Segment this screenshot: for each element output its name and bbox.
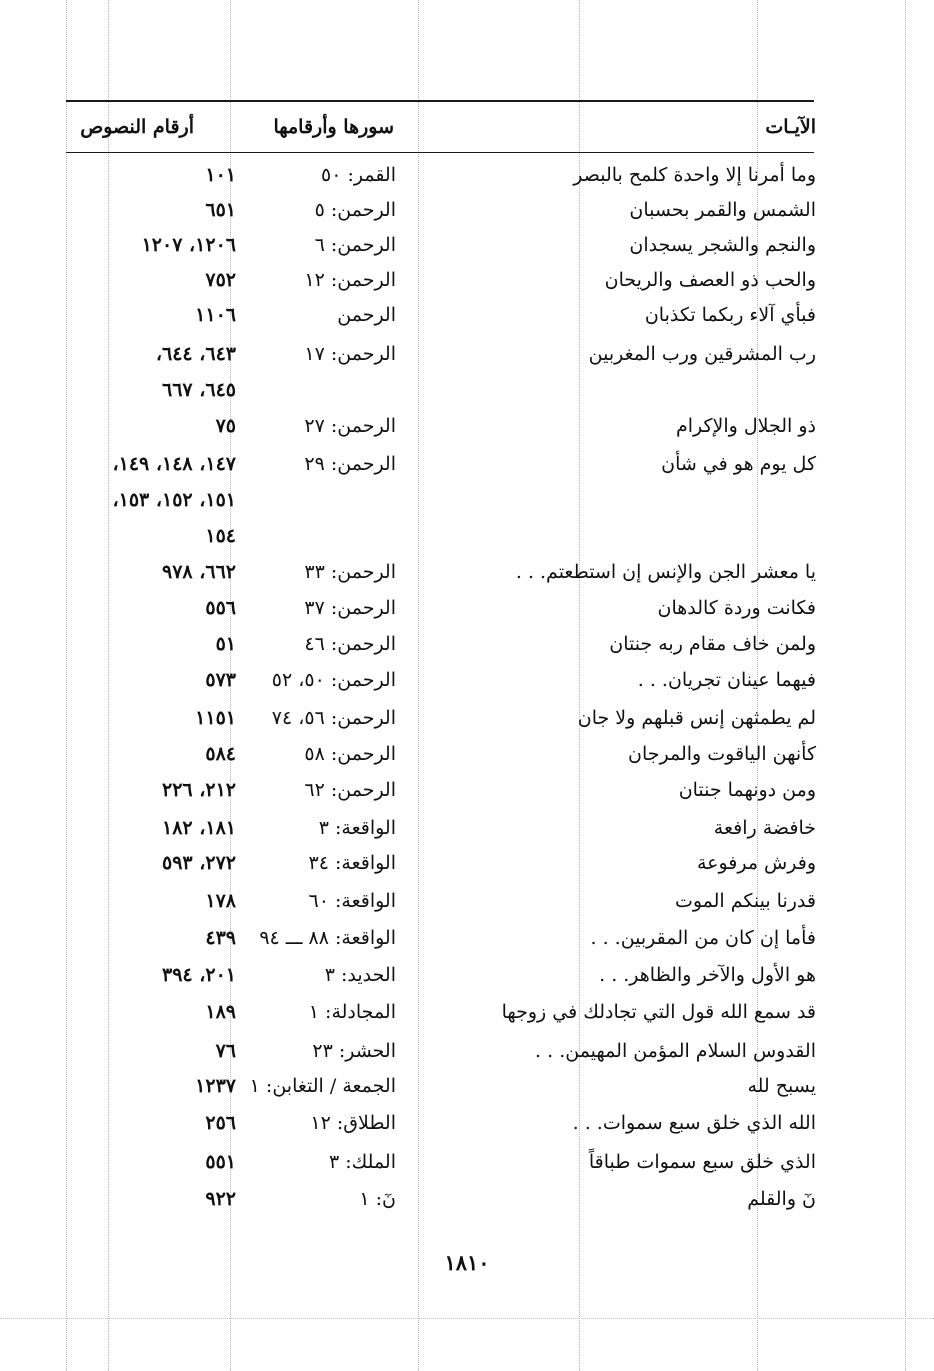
text-numbers: ١٨١، ١٨٢	[162, 817, 236, 839]
surah-reference: الرحمن: ٦	[314, 234, 396, 256]
surah-reference: الرحمن: ٤٦	[304, 633, 396, 655]
text-numbers: ٥٥١	[205, 1151, 236, 1173]
table-row	[0, 262, 934, 298]
verse-text: يسبح لله	[747, 1075, 816, 1097]
page-number: ١٨١٠	[444, 1250, 490, 1275]
verse-text: القدوس السلام المؤمن المهيمن. . .	[535, 1040, 816, 1062]
surah-reference: الحديد: ٣	[324, 964, 396, 986]
column-header-verses: الآيـات	[765, 116, 816, 138]
table-row	[0, 297, 934, 333]
guide-line	[0, 1318, 934, 1319]
surah-reference: الرحمن: ٥٦، ٧٤	[271, 707, 396, 729]
text-numbers: ١٥٤	[205, 525, 236, 547]
verse-text: ومن دونهما جنتان	[678, 779, 816, 801]
table-row	[0, 590, 934, 626]
text-numbers: ٧٦	[215, 1040, 236, 1062]
surah-reference: الرحمن: ٣٣	[304, 561, 396, 583]
verse-text: قد سمع الله قول التي تجادلك في زوجها	[501, 1001, 816, 1023]
verse-text: فأما إن كان من المقربين. . .	[590, 927, 816, 949]
table-row	[0, 227, 934, 263]
verse-text: خافضة رافعة	[713, 817, 816, 839]
verse-text: رب المشرقين ورب المغربين	[588, 343, 816, 365]
verse-text: قدرنا بينكم الموت	[674, 890, 816, 912]
surah-reference: الحشر: ٢٣	[312, 1040, 396, 1062]
text-numbers: ٥٧٣	[205, 669, 236, 691]
table-row	[0, 1033, 934, 1069]
verse-text: فيهما عينان تجريان. . .	[637, 669, 816, 691]
table-row	[0, 736, 934, 772]
surah-reference: الرحمن: ١٧	[304, 343, 396, 365]
surah-reference: الرحمن	[337, 304, 396, 326]
text-numbers: ٧٥٢	[205, 269, 236, 291]
surah-reference: الرحمن: ٣٧	[304, 597, 396, 619]
table-row	[0, 336, 934, 372]
surah-reference: القمر: ٥٠	[320, 164, 396, 186]
text-numbers: ٢١٢، ٢٢٦	[162, 779, 236, 801]
text-numbers: ٥٨٤	[205, 743, 236, 765]
table-row	[0, 957, 934, 993]
verse-text: فكانت وردة كالدهان	[657, 597, 816, 619]
surah-reference: المجادلة: ١	[308, 1001, 396, 1023]
text-numbers: ١٧٨	[205, 890, 236, 912]
text-numbers: ٦٦٢، ٩٧٨	[162, 561, 236, 583]
table-row	[0, 482, 934, 518]
verse-text: الشمس والقمر بحسبان	[629, 199, 816, 221]
surah-reference: الواقعة: ٦٠	[308, 890, 396, 912]
text-numbers: ٢٧٢، ٥٩٣	[162, 852, 236, 874]
text-numbers: ١٨٩	[205, 1001, 236, 1023]
verse-text: كل يوم هو في شأن	[661, 453, 816, 475]
verse-text: الله الذي خلق سبع سموات. . .	[572, 1112, 816, 1134]
text-numbers: ١٥١، ١٥٢، ١٥٣،	[112, 489, 236, 511]
verse-text: ولمن خاف مقام ربه جنتان	[609, 633, 816, 655]
verse-text: يا معشر الجن والإنس إن استطعتم. . .	[515, 561, 816, 583]
text-numbers: ٢٠١، ٣٩٤	[162, 964, 236, 986]
surah-reference: الرحمن: ٥٨	[304, 743, 396, 765]
surah-reference: نٓ: ١	[359, 1188, 396, 1210]
table-row	[0, 1105, 934, 1141]
verse-text: وفرش مرفوعة	[696, 852, 816, 874]
table-row	[0, 446, 934, 482]
verse-text: والحب ذو العصف والريحان	[604, 269, 816, 291]
surah-reference: الملك: ٣	[328, 1151, 396, 1173]
surah-reference: الرحمن: ٦٢	[304, 779, 396, 801]
surah-reference: الرحمن: ٢٧	[304, 415, 396, 437]
table-row	[0, 994, 934, 1030]
text-numbers: ٢٥٦	[205, 1112, 236, 1134]
text-numbers: ٤٣٩	[205, 927, 236, 949]
verse-text: وما أمرنا إلا واحدة كلمح بالبصر	[573, 164, 816, 186]
verse-text: والنجم والشجر يسجدان	[629, 234, 816, 256]
verse-text: الذي خلق سبع سموات طباقاً	[588, 1151, 816, 1173]
text-numbers: ١٢٠٦، ١٢٠٧	[141, 234, 236, 256]
table-row	[0, 626, 934, 662]
surah-reference: الرحمن: ١٢	[304, 269, 396, 291]
table-row	[0, 1144, 934, 1180]
text-numbers: ٥٥٦	[205, 597, 236, 619]
table-row	[0, 554, 934, 590]
table-row	[0, 1181, 934, 1217]
text-numbers: ٦٤٥، ٦٦٧	[162, 379, 236, 401]
header-bottom-rule	[66, 152, 814, 153]
text-numbers: ٥١	[215, 633, 236, 655]
surah-reference: الجمعة / التغابن: ١	[249, 1075, 396, 1097]
table-row	[0, 1068, 934, 1104]
verse-text: لم يطمثهن إنس قبلهم ولا جان	[577, 707, 816, 729]
surah-reference: الرحمن: ٥٠، ٥٢	[271, 669, 396, 691]
text-numbers: ١١٠٦	[195, 304, 236, 326]
header-top-rule	[66, 100, 814, 102]
table-row	[0, 372, 934, 408]
table-row	[0, 662, 934, 698]
column-header-surahs: سورها وأرقامها	[273, 116, 394, 138]
table-row	[0, 845, 934, 881]
verse-text: هو الأول والآخر والظاهر. . .	[599, 964, 816, 986]
verse-text: نٓ والقلم	[747, 1188, 816, 1210]
surah-reference: الرحمن: ٢٩	[304, 453, 396, 475]
table-row	[0, 772, 934, 808]
table-row	[0, 920, 934, 956]
text-numbers: ٧٥	[215, 415, 236, 437]
text-numbers: ٦٥١	[205, 199, 236, 221]
surah-reference: الطلاق: ١٢	[310, 1112, 396, 1134]
surah-reference: الواقعة: ٨٨ ـــ ٩٤	[259, 927, 396, 949]
verse-text: ذو الجلال والإكرام	[675, 415, 816, 437]
text-numbers: ١٠١	[205, 164, 236, 186]
text-numbers: ٩٢٢	[205, 1188, 236, 1210]
table-row	[0, 408, 934, 444]
verse-text: كأنهن الياقوت والمرجان	[628, 743, 816, 765]
surah-reference: الواقعة: ٣٤	[308, 852, 396, 874]
surah-reference: الواقعة: ٣	[318, 817, 396, 839]
table-row	[0, 518, 934, 554]
text-numbers: ١١٥١	[195, 707, 236, 729]
text-numbers: ١٢٣٧	[195, 1075, 236, 1097]
surah-reference: الرحمن: ٥	[314, 199, 396, 221]
text-numbers: ٦٤٣، ٦٤٤،	[155, 343, 236, 365]
table-row	[0, 810, 934, 846]
text-numbers: ١٤٧، ١٤٨، ١٤٩،	[112, 453, 236, 475]
column-header-text-numbers: أرقام النصوص	[80, 116, 194, 138]
table-row	[0, 700, 934, 736]
table-row	[0, 192, 934, 228]
table-row	[0, 157, 934, 193]
verse-text: فبأي آلاء ربكما تكذبان	[644, 304, 816, 326]
table-row	[0, 883, 934, 919]
